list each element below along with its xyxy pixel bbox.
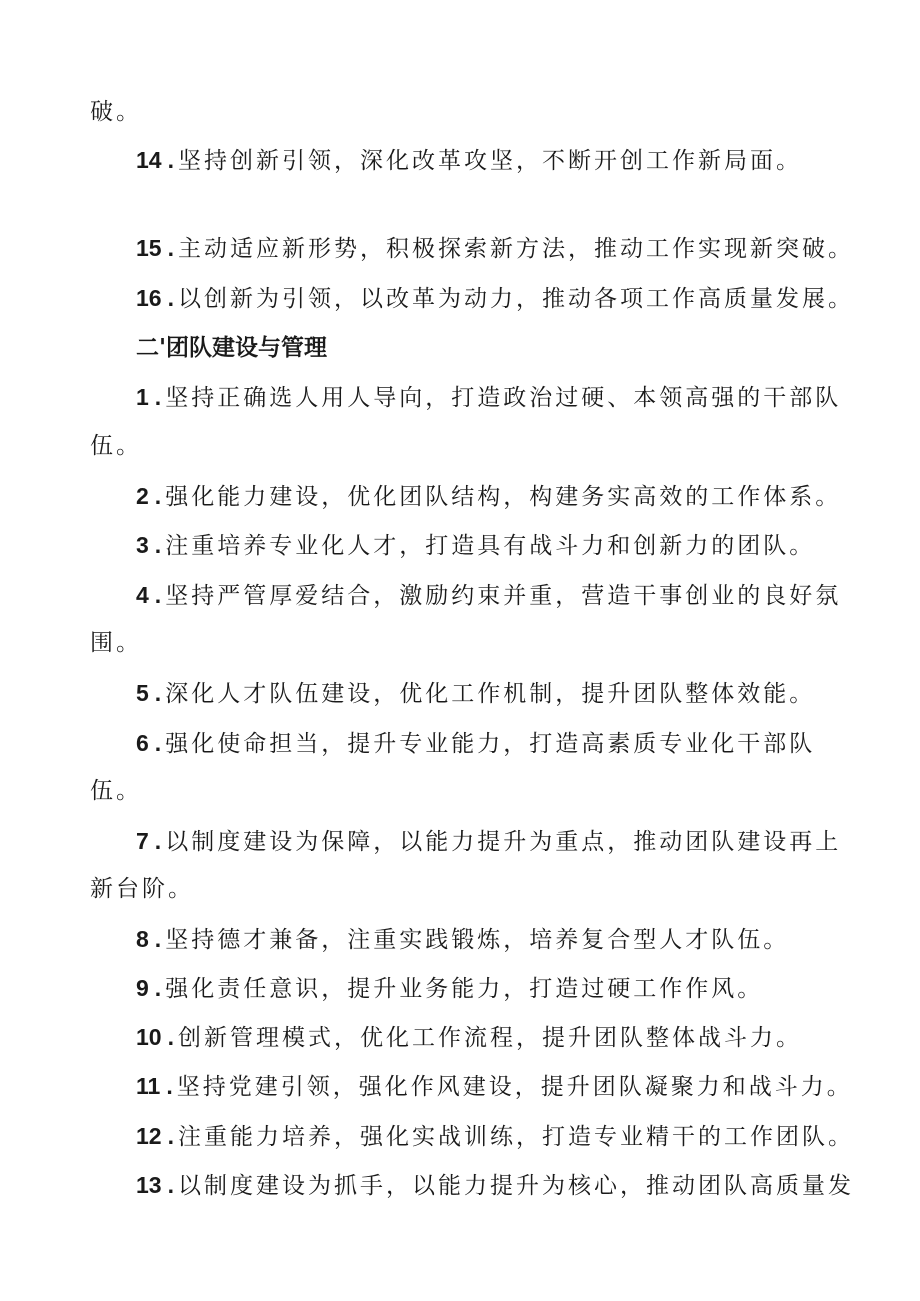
item-dot: . — [154, 582, 162, 608]
item-text: 主动适应新形势，积极探索新方法，推动工作实现新突破。 — [177, 236, 854, 262]
list-item-15 — [136, 233, 854, 264]
item-number: 8 — [136, 926, 149, 952]
list-item-16 — [136, 283, 854, 314]
item-dot: . — [167, 1024, 174, 1050]
list-item-7 — [136, 826, 841, 857]
item-dot: . — [167, 147, 174, 173]
item-text: 强化使命担当，提升专业能力，打造高素质专业化干部队 — [165, 731, 816, 757]
item-text: 坚持正确选人用人导向，打造政治过硬、本领高强的干部队 — [165, 385, 842, 411]
item-number: 14 — [136, 147, 162, 173]
item-dot: . — [154, 384, 162, 410]
item-dot: . — [154, 532, 162, 558]
item-text: 强化能力建设，优化团队结构，构建务实高效的工作体系。 — [165, 484, 842, 510]
item-dot: . — [167, 1172, 174, 1198]
item-dot: . — [154, 975, 162, 1001]
item-dot: . — [167, 285, 174, 311]
list-item-3 — [136, 530, 815, 561]
item-number: 16 — [136, 285, 162, 311]
item-number: 4 — [136, 582, 149, 608]
item-text: 强化责任意识，提升业务能力，打造过硬工作作风。 — [165, 976, 764, 1002]
item-dot: . — [167, 235, 174, 261]
item-text: 创新管理模式，优化工作流程，提升团队整体战斗力。 — [177, 1025, 802, 1051]
item-number: 2 — [136, 483, 149, 509]
list-item-13 — [136, 1170, 854, 1201]
item-number: 6 — [136, 730, 149, 756]
item-text: 坚持党建引领，强化作风建设，提升团队凝聚力和战斗力。 — [176, 1074, 853, 1100]
list-item-6 — [136, 728, 815, 759]
list-item-8 — [136, 924, 789, 955]
item-text: 坚持创新引领，深化改革攻坚，不断开创工作新局面。 — [177, 148, 802, 174]
item-dot: . — [154, 680, 162, 706]
list-item-1-continuation: 伍。 — [90, 433, 142, 459]
list-item-12 — [136, 1121, 854, 1152]
list-item-4 — [136, 580, 841, 611]
section-heading: 二'团队建设与管理 — [136, 335, 328, 361]
list-item-14 — [136, 145, 802, 176]
item-text: 以制度建设为抓手，以能力提升为核心，推动团队高质量发 — [177, 1173, 854, 1199]
item-dot: . — [154, 828, 162, 854]
item-text: 坚持德才兼备，注重实践锻炼，培养复合型人才队伍。 — [165, 927, 790, 953]
list-item-6-continuation: 伍。 — [90, 778, 142, 804]
continuation-line: 破。 — [90, 99, 142, 125]
item-text: 深化人才队伍建设，优化工作机制，提升团队整体效能。 — [165, 681, 816, 707]
list-item-2 — [136, 481, 841, 512]
item-text: 注重能力培养，强化实战训练，打造专业精干的工作团队。 — [177, 1124, 854, 1150]
list-item-4-continuation: 围。 — [90, 630, 142, 656]
list-item-11 — [136, 1071, 853, 1102]
list-item-10 — [136, 1022, 802, 1053]
item-number: 15 — [136, 235, 162, 261]
item-dot: . — [154, 926, 162, 952]
item-number: 13 — [136, 1172, 162, 1198]
item-number: 10 — [136, 1024, 162, 1050]
list-item-5 — [136, 678, 815, 709]
item-text: 注重培养专业化人才，打造具有战斗力和创新力的团队。 — [165, 533, 816, 559]
item-number: 12 — [136, 1123, 162, 1149]
item-number: 3 — [136, 532, 149, 558]
item-dot: . — [154, 730, 162, 756]
item-number: 5 — [136, 680, 149, 706]
item-number: 11 — [136, 1073, 161, 1099]
list-item-7-continuation: 新台阶。 — [90, 876, 194, 902]
item-text: 坚持严管厚爱结合，激励约束并重，营造干事创业的良好氛 — [165, 583, 842, 609]
item-number: 7 — [136, 828, 149, 854]
item-text: 以制度建设为保障，以能力提升为重点，推动团队建设再上 — [165, 829, 842, 855]
list-item-1 — [136, 382, 841, 413]
item-text: 以创新为引领，以改革为动力，推动各项工作高质量发展。 — [177, 286, 854, 312]
item-dot: . — [154, 483, 162, 509]
list-item-9 — [136, 973, 763, 1004]
item-number: 1 — [136, 384, 149, 410]
item-dot: . — [166, 1073, 173, 1099]
item-dot: . — [167, 1123, 174, 1149]
item-number: 9 — [136, 975, 149, 1001]
